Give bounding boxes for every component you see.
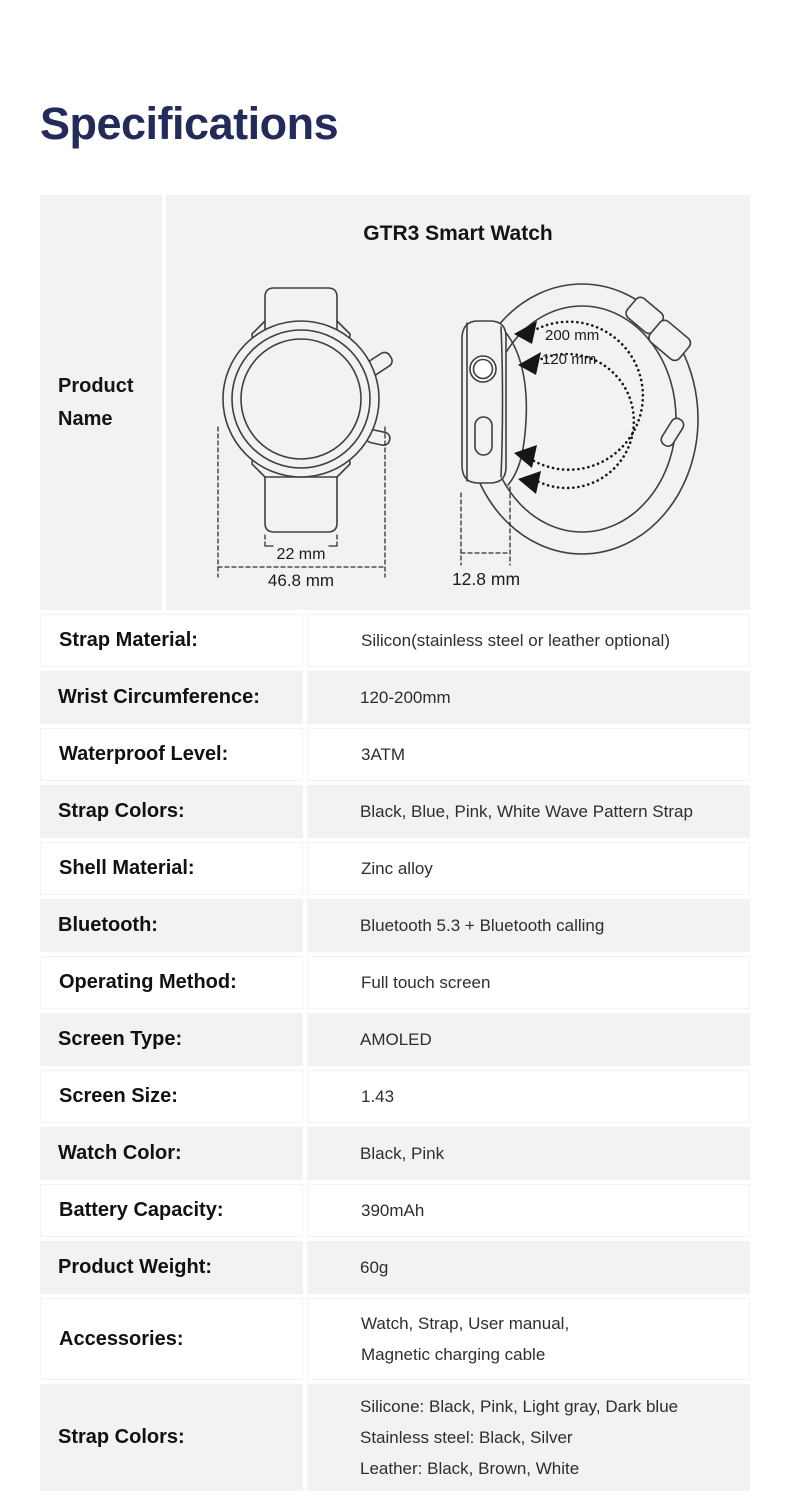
spec-row [40, 1013, 750, 1066]
spec-row [40, 785, 750, 838]
strap-edge-line [506, 333, 526, 485]
spec-value [307, 728, 750, 781]
watch-bottom-strap [265, 477, 337, 532]
spec-value-text: Black, Pink [360, 1143, 445, 1163]
product-row [40, 195, 750, 610]
spec-value [307, 785, 750, 838]
spec-value-text: Silicone: Black, Pink, Light gray, Dark blue [360, 1397, 679, 1416]
spec-label: Operating Method: [40, 956, 303, 1009]
spec-value [307, 1241, 750, 1294]
spec-row [40, 1127, 750, 1180]
spec-row [40, 1070, 750, 1123]
spec-row [40, 842, 750, 895]
spec-row [40, 899, 750, 952]
case-width-dimension-label: 46.8 mm [267, 571, 335, 590]
spec-label: Strap Colors: [40, 785, 303, 838]
spec-label: Screen Type: [40, 1013, 303, 1066]
spec-label: Wrist Circumference: [40, 671, 303, 724]
spec-label: Strap Material: [40, 614, 303, 667]
spec-value [307, 1298, 750, 1380]
arc-arrowhead [514, 445, 537, 468]
product-diagram-panel [166, 195, 750, 610]
spec-value-text: 60g [360, 1257, 389, 1277]
spec-row [40, 614, 750, 667]
spec-value-text: Magnetic charging cable [361, 1345, 546, 1364]
spec-value [307, 1384, 750, 1491]
spec-label: Strap Colors: [40, 1384, 303, 1491]
spec-value-text: Zinc alloy [361, 858, 433, 878]
spec-value-text: Full touch screen [361, 972, 491, 992]
spec-value-text: Silicon(stainless steel or leather optional) [361, 630, 670, 650]
spec-value [307, 1184, 750, 1237]
spec-value-text: Watch, Strap, User manual, [361, 1314, 570, 1333]
spec-label: Bluetooth: [40, 899, 303, 952]
spec-row [40, 956, 750, 1009]
spec-value [307, 1013, 750, 1066]
spec-value [307, 1127, 750, 1180]
spec-value [307, 1070, 750, 1123]
spec-value-text: 390mAh [361, 1200, 425, 1220]
arc-arrowhead [518, 471, 541, 494]
spec-row [40, 1298, 750, 1380]
arc-arrowhead [518, 352, 541, 375]
spec-row [40, 1184, 750, 1237]
spec-value [307, 842, 750, 895]
strap-keeper [659, 416, 686, 448]
spec-value [307, 956, 750, 1009]
spec-label: Screen Size: [40, 1070, 303, 1123]
spec-row [40, 728, 750, 781]
arc-arrowhead [514, 321, 537, 344]
spec-value [307, 671, 750, 724]
spec-value [307, 899, 750, 952]
spec-table [40, 195, 750, 1491]
spec-row [40, 1384, 750, 1491]
spec-value-text: Black, Blue, Pink, White Wave Pattern Strap [360, 801, 693, 821]
watch-front-diagram [208, 281, 400, 593]
spec-value-text: 1.43 [361, 1086, 395, 1106]
spec-value-text: 120-200mm [360, 687, 451, 707]
spec-value-text: Leather: Black, Brown, White [360, 1459, 580, 1478]
circumference-arc-120 [537, 354, 634, 488]
spec-label: Shell Material: [40, 842, 303, 895]
spec-row [40, 1241, 750, 1294]
spec-label: Accessories: [40, 1298, 303, 1380]
max-circumference-label: 200 mm [545, 327, 600, 344]
spec-value-text: 3ATM [361, 744, 406, 764]
spec-label: Watch Color: [40, 1127, 303, 1180]
spec-label: Battery Capacity: [40, 1184, 303, 1237]
spec-label: Product Weight: [40, 1241, 303, 1294]
strap-width-dimension-label: 22 mm [276, 546, 326, 563]
spec-value-text: Stainless steel: Black, Silver [360, 1428, 573, 1447]
watch-case [223, 321, 379, 477]
spec-value-text: AMOLED [360, 1029, 432, 1049]
watch-side-diagram [448, 281, 710, 593]
watch-body-side [462, 321, 506, 483]
product-title: GTR3 Smart Watch [363, 222, 553, 245]
thickness-dimension-label: 12.8 mm [451, 569, 521, 589]
page-title: Specifications [40, 98, 339, 149]
crown-button [474, 360, 493, 379]
spec-row [40, 671, 750, 724]
product-name-label: Product Name [40, 195, 162, 610]
spec-label: Waterproof Level: [40, 728, 303, 781]
min-circumference-label: 120 mm [542, 351, 597, 368]
spec-value-text: Bluetooth 5.3 + Bluetooth calling [360, 915, 605, 935]
spec-value [307, 614, 750, 667]
